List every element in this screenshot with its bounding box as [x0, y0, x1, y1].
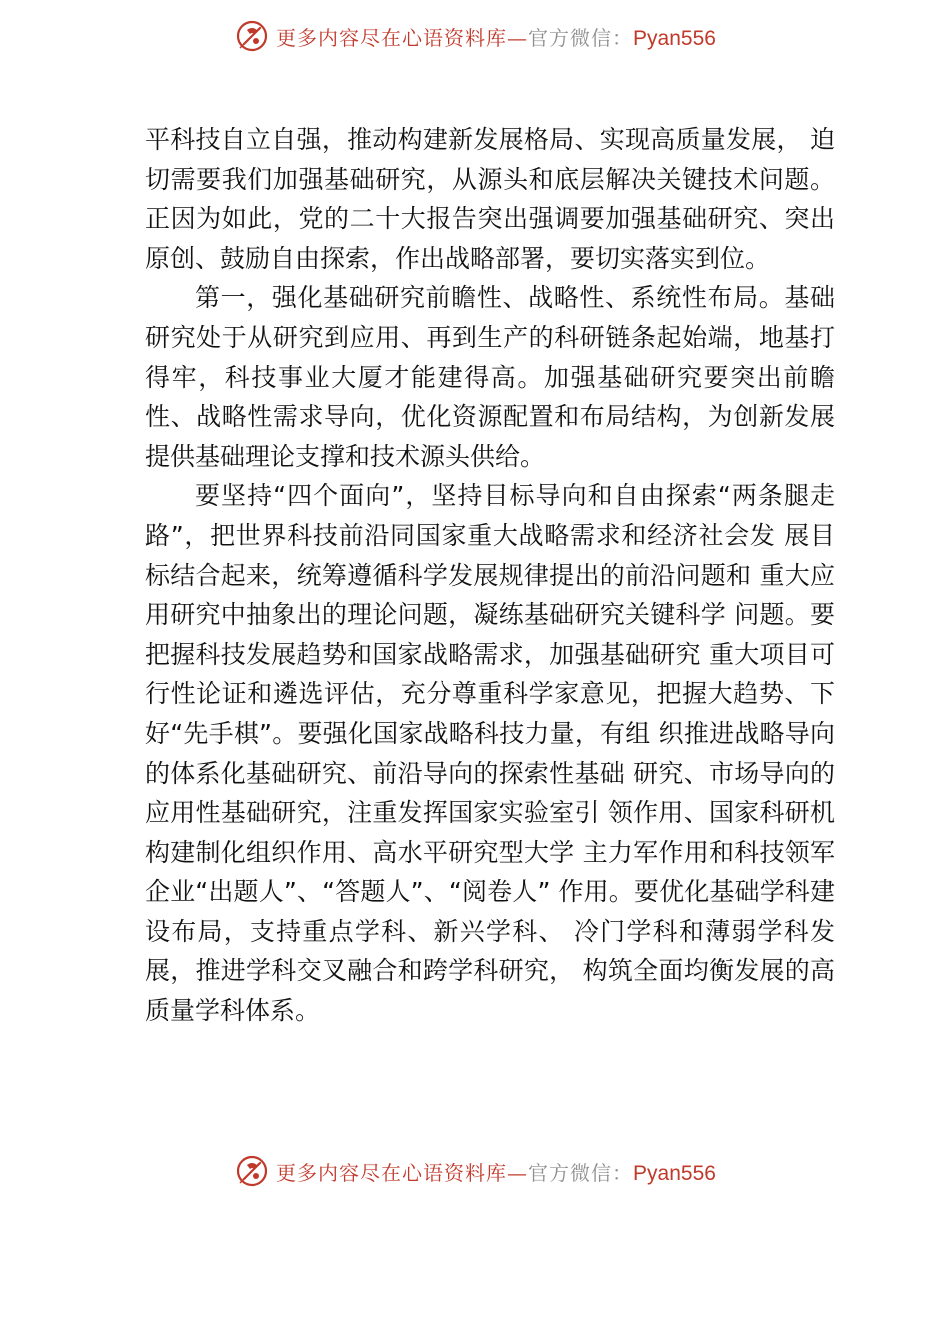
header-watermark-banner [0, 14, 950, 58]
paragraph-1: 平科技自立自强，推动构建新发展格局、实现高质量发展， 迫切需要我们加强基础研究，从源头和底层解决关键技术问题。正因为如此，党的二十大报告突出强调要加强基础研究、突出原创、鼓励自由探索，作出战略部署，要切实落实到位。 [145, 125, 835, 273]
logo-icon [234, 18, 270, 54]
logo-icon [234, 1153, 270, 1189]
footer-watermark-main: 更多内容尽在心语资料库 [276, 1160, 508, 1185]
header-watermark-main: 更多内容尽在心语资料库 [276, 25, 508, 50]
paragraph-2: 第一，强化基础研究前瞻性、战略性、系统性布局。基础研究处于从研究到应用、再到生产的科研链条起始端，地基打得牢，科技事业大厦才能建得高。加强基础研究要突出前瞻性、战略性需求导向，优化资源配置和布局结构，为创新发展提供基础理论支撑和技术源头供给。 [145, 283, 835, 471]
footer-watermark-text [276, 1157, 716, 1186]
header-watermark-label: 官方微信： [528, 25, 634, 50]
header-watermark-id: Pyan556 [633, 26, 716, 50]
footer-watermark-id: Pyan556 [633, 1161, 716, 1185]
header-watermark-dash: — [507, 25, 529, 50]
footer-watermark-label: 官方微信： [528, 1160, 634, 1185]
footer-watermark-dash: — [507, 1160, 529, 1185]
document-body [145, 120, 835, 1031]
footer-watermark-banner [0, 1149, 950, 1193]
paragraph-3: 要坚持“四个面向”，坚持目标导向和自由探索“两条腿走路”，把世界科技前沿同国家重大战略需求和经济社会发 展目标结合起来，统筹遵循科学发展规律提出的前沿问题和 重大应用研究中抽象出的理论问题，凝练基础研究关键科学 问题。要把握科技发展趋势和国家战略需求，加强基础研究 重大项目可行性论证和遴选评估，充分尊重科学家意见，把握大趋势、下好“先手棋”。要强化国家战略科技力量，有组 织推进战略导向的体系化基础研究、前沿导向的探索性基础 研究、市场导向的应用性基础研究，注重发挥国家实验室引 领作用、国家科研机构建制化组织作用、高水平研究型大学 主力军作用和科技领军企业“出题人”、“答题人”、“阅卷人” 作用。要优化基础学科建设布局，支持重点学科、新兴学科、 冷门学科和薄弱学科发展，推进学科交叉融合和跨学科研究， 构筑全面均衡发展的高质量学科体系。 [145, 481, 835, 1026]
header-watermark-text [276, 22, 716, 51]
